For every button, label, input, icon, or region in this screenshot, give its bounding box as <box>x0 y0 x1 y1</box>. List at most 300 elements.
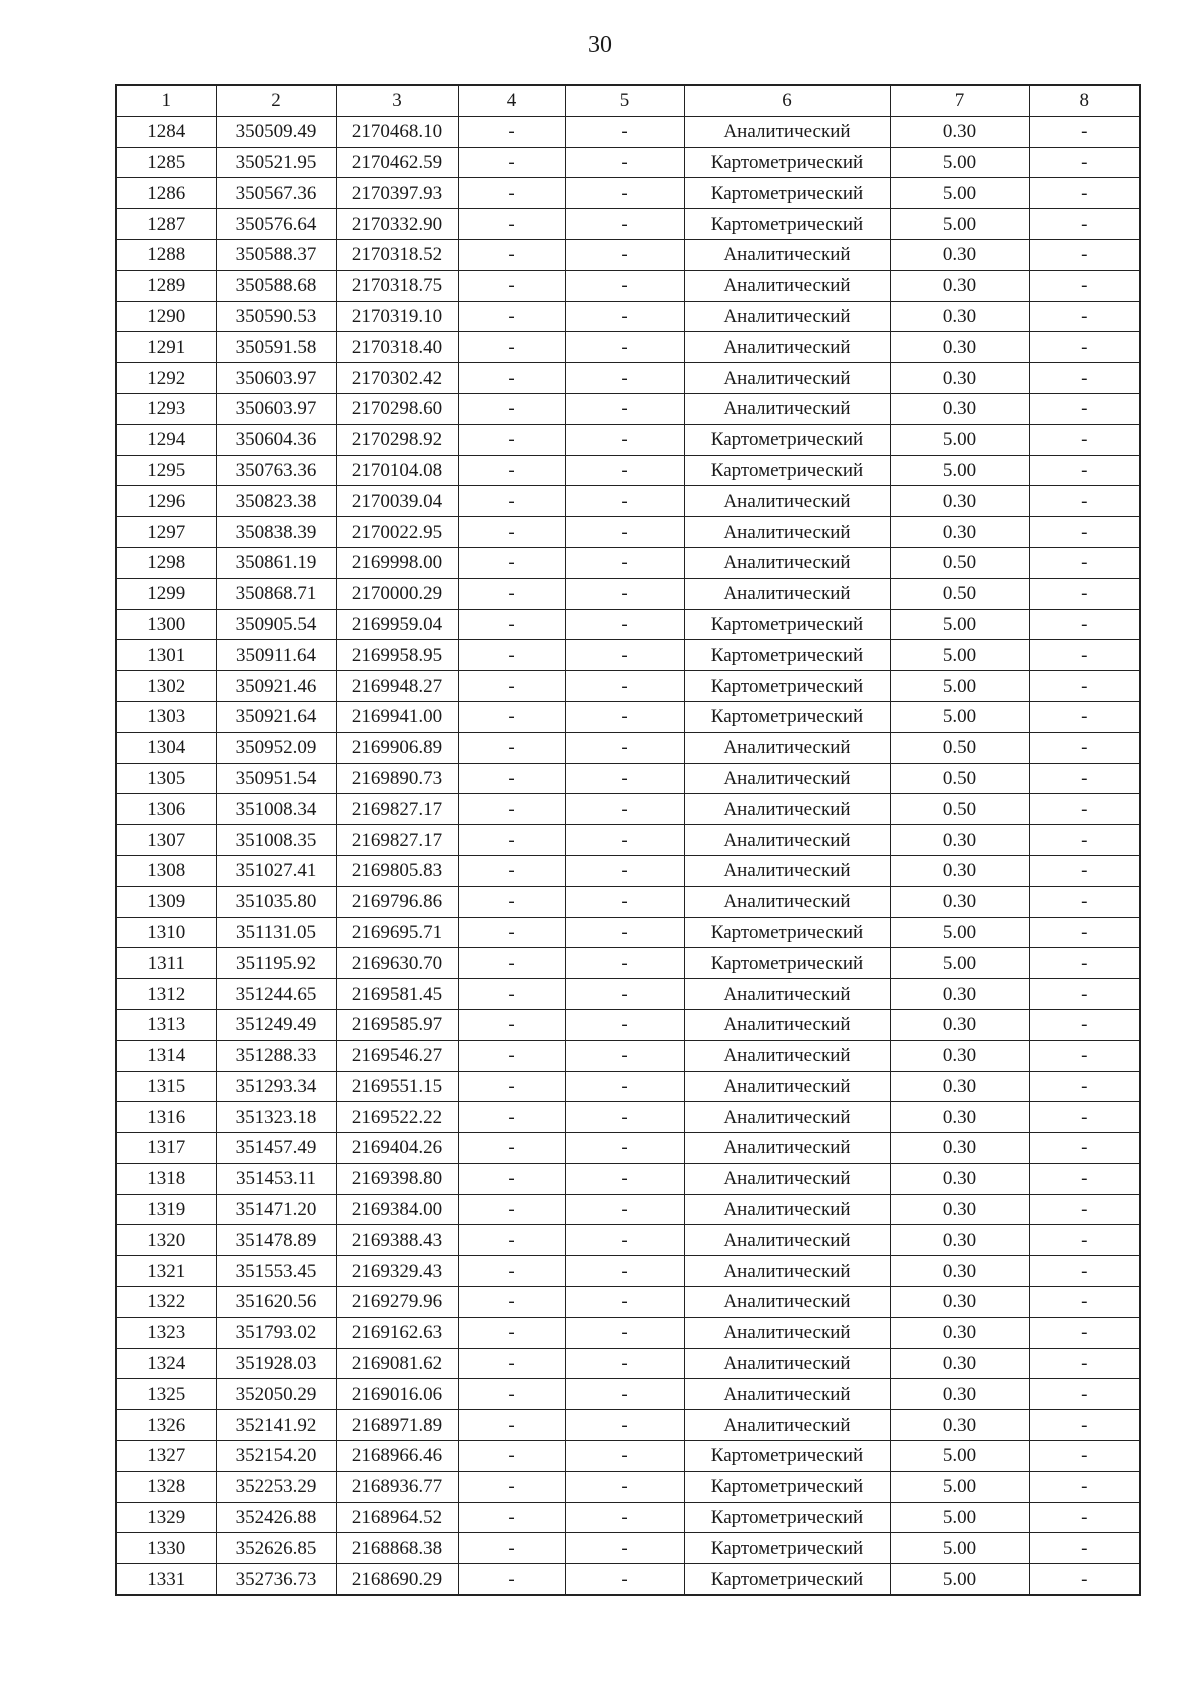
x-coordinate-cell: 351293.34 <box>216 1071 336 1102</box>
column-4-cell: - <box>458 301 565 332</box>
y-coordinate-cell: 2170468.10 <box>336 116 458 147</box>
method-cell: Аналитический <box>684 301 890 332</box>
y-coordinate-cell: 2169805.83 <box>336 855 458 886</box>
column-8-cell: - <box>1029 1410 1140 1441</box>
column-8-cell: - <box>1029 1009 1140 1040</box>
accuracy-cell: 5.00 <box>890 640 1029 671</box>
table-row <box>116 1441 1140 1472</box>
column-4-cell: - <box>458 1163 565 1194</box>
method-cell: Аналитический <box>684 547 890 578</box>
x-coordinate-cell: 351478.89 <box>216 1225 336 1256</box>
point-number-cell: 1297 <box>116 517 216 548</box>
y-coordinate-cell: 2169827.17 <box>336 794 458 825</box>
method-cell: Картометрический <box>684 1441 890 1472</box>
point-number-cell: 1296 <box>116 486 216 517</box>
x-coordinate-cell: 351793.02 <box>216 1317 336 1348</box>
point-number-cell: 1308 <box>116 855 216 886</box>
accuracy-cell: 0.30 <box>890 1256 1029 1287</box>
column-4-cell: - <box>458 732 565 763</box>
column-5-cell: - <box>565 547 684 578</box>
column-8-cell: - <box>1029 1471 1140 1502</box>
accuracy-cell: 5.00 <box>890 671 1029 702</box>
header-cell: 3 <box>336 85 458 116</box>
column-5-cell: - <box>565 1256 684 1287</box>
table-row <box>116 363 1140 394</box>
table-row <box>116 239 1140 270</box>
column-4-cell: - <box>458 209 565 240</box>
table-row <box>116 609 1140 640</box>
x-coordinate-cell: 352141.92 <box>216 1410 336 1441</box>
x-coordinate-cell: 351008.34 <box>216 794 336 825</box>
column-4-cell: - <box>458 979 565 1010</box>
column-8-cell: - <box>1029 609 1140 640</box>
y-coordinate-cell: 2169329.43 <box>336 1256 458 1287</box>
method-cell: Аналитический <box>684 1163 890 1194</box>
column-5-cell: - <box>565 1441 684 1472</box>
accuracy-cell: 0.50 <box>890 763 1029 794</box>
x-coordinate-cell: 350567.36 <box>216 178 336 209</box>
table-row <box>116 1533 1140 1564</box>
method-cell: Аналитический <box>684 1410 890 1441</box>
column-4-cell: - <box>458 178 565 209</box>
point-number-cell: 1309 <box>116 886 216 917</box>
column-4-cell: - <box>458 116 565 147</box>
point-number-cell: 1293 <box>116 393 216 424</box>
point-number-cell: 1307 <box>116 825 216 856</box>
column-8-cell: - <box>1029 671 1140 702</box>
column-8-cell: - <box>1029 1348 1140 1379</box>
x-coordinate-cell: 350838.39 <box>216 517 336 548</box>
column-4-cell: - <box>458 547 565 578</box>
column-5-cell: - <box>565 1410 684 1441</box>
column-8-cell: - <box>1029 948 1140 979</box>
column-5-cell: - <box>565 1287 684 1318</box>
column-5-cell: - <box>565 917 684 948</box>
x-coordinate-cell: 350604.36 <box>216 424 336 455</box>
column-4-cell: - <box>458 424 565 455</box>
y-coordinate-cell: 2169796.86 <box>336 886 458 917</box>
table-row <box>116 1471 1140 1502</box>
x-coordinate-cell: 350509.49 <box>216 116 336 147</box>
x-coordinate-cell: 351195.92 <box>216 948 336 979</box>
table-row <box>116 855 1140 886</box>
column-4-cell: - <box>458 1102 565 1133</box>
table-row <box>116 825 1140 856</box>
x-coordinate-cell: 351244.65 <box>216 979 336 1010</box>
y-coordinate-cell: 2168971.89 <box>336 1410 458 1441</box>
accuracy-cell: 0.30 <box>890 825 1029 856</box>
column-5-cell: - <box>565 455 684 486</box>
table-row <box>116 886 1140 917</box>
column-4-cell: - <box>458 1317 565 1348</box>
method-cell: Аналитический <box>684 486 890 517</box>
column-8-cell: - <box>1029 147 1140 178</box>
header-cell: 8 <box>1029 85 1140 116</box>
x-coordinate-cell: 351471.20 <box>216 1194 336 1225</box>
table-body <box>116 116 1140 1595</box>
y-coordinate-cell: 2169890.73 <box>336 763 458 794</box>
accuracy-cell: 0.30 <box>890 979 1029 1010</box>
table-row <box>116 1564 1140 1595</box>
y-coordinate-cell: 2169948.27 <box>336 671 458 702</box>
method-cell: Аналитический <box>684 1379 890 1410</box>
method-cell: Аналитический <box>684 886 890 917</box>
method-cell: Картометрический <box>684 209 890 240</box>
point-number-cell: 1315 <box>116 1071 216 1102</box>
column-8-cell: - <box>1029 578 1140 609</box>
point-number-cell: 1328 <box>116 1471 216 1502</box>
accuracy-cell: 0.50 <box>890 794 1029 825</box>
column-5-cell: - <box>565 701 684 732</box>
method-cell: Аналитический <box>684 1071 890 1102</box>
method-cell: Аналитический <box>684 578 890 609</box>
column-5-cell: - <box>565 1194 684 1225</box>
x-coordinate-cell: 350588.68 <box>216 270 336 301</box>
column-8-cell: - <box>1029 517 1140 548</box>
x-coordinate-cell: 350591.58 <box>216 332 336 363</box>
column-4-cell: - <box>458 1410 565 1441</box>
accuracy-cell: 0.30 <box>890 1379 1029 1410</box>
y-coordinate-cell: 2169546.27 <box>336 1040 458 1071</box>
accuracy-cell: 0.30 <box>890 1133 1029 1164</box>
x-coordinate-cell: 350603.97 <box>216 393 336 424</box>
column-8-cell: - <box>1029 1194 1140 1225</box>
accuracy-cell: 0.30 <box>890 855 1029 886</box>
accuracy-cell: 0.30 <box>890 1163 1029 1194</box>
method-cell: Аналитический <box>684 332 890 363</box>
table-header <box>116 85 1140 116</box>
y-coordinate-cell: 2169958.95 <box>336 640 458 671</box>
accuracy-cell: 0.30 <box>890 393 1029 424</box>
accuracy-cell: 5.00 <box>890 1471 1029 1502</box>
point-number-cell: 1284 <box>116 116 216 147</box>
point-number-cell: 1312 <box>116 979 216 1010</box>
column-5-cell: - <box>565 239 684 270</box>
header-cell: 1 <box>116 85 216 116</box>
column-5-cell: - <box>565 825 684 856</box>
accuracy-cell: 0.30 <box>890 1194 1029 1225</box>
accuracy-cell: 0.50 <box>890 547 1029 578</box>
column-8-cell: - <box>1029 270 1140 301</box>
column-5-cell: - <box>565 1502 684 1533</box>
y-coordinate-cell: 2168964.52 <box>336 1502 458 1533</box>
column-4-cell: - <box>458 1348 565 1379</box>
point-number-cell: 1314 <box>116 1040 216 1071</box>
y-coordinate-cell: 2170039.04 <box>336 486 458 517</box>
column-8-cell: - <box>1029 763 1140 794</box>
point-number-cell: 1311 <box>116 948 216 979</box>
x-coordinate-cell: 350590.53 <box>216 301 336 332</box>
method-cell: Картометрический <box>684 640 890 671</box>
accuracy-cell: 0.30 <box>890 1102 1029 1133</box>
point-number-cell: 1292 <box>116 363 216 394</box>
accuracy-cell: 0.30 <box>890 1071 1029 1102</box>
column-5-cell: - <box>565 393 684 424</box>
x-coordinate-cell: 350763.36 <box>216 455 336 486</box>
method-cell: Аналитический <box>684 855 890 886</box>
point-number-cell: 1305 <box>116 763 216 794</box>
point-number-cell: 1318 <box>116 1163 216 1194</box>
method-cell: Картометрический <box>684 1564 890 1595</box>
x-coordinate-cell: 352426.88 <box>216 1502 336 1533</box>
column-8-cell: - <box>1029 1564 1140 1595</box>
column-5-cell: - <box>565 1348 684 1379</box>
accuracy-cell: 5.00 <box>890 701 1029 732</box>
x-coordinate-cell: 351288.33 <box>216 1040 336 1071</box>
column-5-cell: - <box>565 855 684 886</box>
method-cell: Аналитический <box>684 1317 890 1348</box>
column-4-cell: - <box>458 1379 565 1410</box>
column-4-cell: - <box>458 578 565 609</box>
method-cell: Картометрический <box>684 609 890 640</box>
column-4-cell: - <box>458 1009 565 1040</box>
table-row <box>116 517 1140 548</box>
accuracy-cell: 5.00 <box>890 1564 1029 1595</box>
method-cell: Аналитический <box>684 239 890 270</box>
x-coordinate-cell: 350911.64 <box>216 640 336 671</box>
column-4-cell: - <box>458 1533 565 1564</box>
method-cell: Аналитический <box>684 763 890 794</box>
column-8-cell: - <box>1029 178 1140 209</box>
x-coordinate-cell: 351620.56 <box>216 1287 336 1318</box>
column-4-cell: - <box>458 701 565 732</box>
column-4-cell: - <box>458 1564 565 1595</box>
point-number-cell: 1331 <box>116 1564 216 1595</box>
accuracy-cell: 0.30 <box>890 1009 1029 1040</box>
x-coordinate-cell: 350576.64 <box>216 209 336 240</box>
column-4-cell: - <box>458 1040 565 1071</box>
point-number-cell: 1306 <box>116 794 216 825</box>
x-coordinate-cell: 351027.41 <box>216 855 336 886</box>
accuracy-cell: 5.00 <box>890 209 1029 240</box>
column-8-cell: - <box>1029 1133 1140 1164</box>
point-number-cell: 1294 <box>116 424 216 455</box>
x-coordinate-cell: 351008.35 <box>216 825 336 856</box>
column-5-cell: - <box>565 209 684 240</box>
column-5-cell: - <box>565 1317 684 1348</box>
point-number-cell: 1313 <box>116 1009 216 1040</box>
accuracy-cell: 0.30 <box>890 1225 1029 1256</box>
method-cell: Аналитический <box>684 1194 890 1225</box>
column-8-cell: - <box>1029 855 1140 886</box>
column-5-cell: - <box>565 424 684 455</box>
point-number-cell: 1287 <box>116 209 216 240</box>
y-coordinate-cell: 2169998.00 <box>336 547 458 578</box>
accuracy-cell: 0.30 <box>890 332 1029 363</box>
accuracy-cell: 5.00 <box>890 424 1029 455</box>
x-coordinate-cell: 351035.80 <box>216 886 336 917</box>
x-coordinate-cell: 352736.73 <box>216 1564 336 1595</box>
column-4-cell: - <box>458 239 565 270</box>
x-coordinate-cell: 350861.19 <box>216 547 336 578</box>
header-cell: 4 <box>458 85 565 116</box>
column-5-cell: - <box>565 1071 684 1102</box>
column-5-cell: - <box>565 363 684 394</box>
column-8-cell: - <box>1029 455 1140 486</box>
column-4-cell: - <box>458 1441 565 1472</box>
point-number-cell: 1317 <box>116 1133 216 1164</box>
table-row <box>116 671 1140 702</box>
y-coordinate-cell: 2169016.06 <box>336 1379 458 1410</box>
column-8-cell: - <box>1029 1379 1140 1410</box>
accuracy-cell: 0.30 <box>890 486 1029 517</box>
accuracy-cell: 0.30 <box>890 1410 1029 1441</box>
column-8-cell: - <box>1029 1102 1140 1133</box>
x-coordinate-cell: 351453.11 <box>216 1163 336 1194</box>
accuracy-cell: 5.00 <box>890 455 1029 486</box>
method-cell: Аналитический <box>684 1009 890 1040</box>
table-row <box>116 1102 1140 1133</box>
point-number-cell: 1321 <box>116 1256 216 1287</box>
table-row <box>116 701 1140 732</box>
point-number-cell: 1299 <box>116 578 216 609</box>
column-4-cell: - <box>458 1133 565 1164</box>
accuracy-cell: 0.30 <box>890 886 1029 917</box>
x-coordinate-cell: 351131.05 <box>216 917 336 948</box>
column-8-cell: - <box>1029 794 1140 825</box>
column-8-cell: - <box>1029 1071 1140 1102</box>
point-number-cell: 1300 <box>116 609 216 640</box>
y-coordinate-cell: 2168966.46 <box>336 1441 458 1472</box>
column-8-cell: - <box>1029 1040 1140 1071</box>
point-number-cell: 1319 <box>116 1194 216 1225</box>
y-coordinate-cell: 2169081.62 <box>336 1348 458 1379</box>
y-coordinate-cell: 2170462.59 <box>336 147 458 178</box>
table-row <box>116 640 1140 671</box>
table-row <box>116 116 1140 147</box>
point-number-cell: 1295 <box>116 455 216 486</box>
x-coordinate-cell: 350952.09 <box>216 732 336 763</box>
table-row <box>116 1009 1140 1040</box>
point-number-cell: 1325 <box>116 1379 216 1410</box>
accuracy-cell: 0.30 <box>890 116 1029 147</box>
column-4-cell: - <box>458 517 565 548</box>
table-row <box>116 147 1140 178</box>
point-number-cell: 1290 <box>116 301 216 332</box>
point-number-cell: 1291 <box>116 332 216 363</box>
column-8-cell: - <box>1029 1163 1140 1194</box>
method-cell: Картометрический <box>684 147 890 178</box>
point-number-cell: 1324 <box>116 1348 216 1379</box>
y-coordinate-cell: 2169388.43 <box>336 1225 458 1256</box>
y-coordinate-cell: 2168936.77 <box>336 1471 458 1502</box>
point-number-cell: 1316 <box>116 1102 216 1133</box>
method-cell: Аналитический <box>684 794 890 825</box>
table-row <box>116 486 1140 517</box>
accuracy-cell: 5.00 <box>890 948 1029 979</box>
y-coordinate-cell: 2169581.45 <box>336 979 458 1010</box>
method-cell: Картометрический <box>684 424 890 455</box>
y-coordinate-cell: 2170104.08 <box>336 455 458 486</box>
y-coordinate-cell: 2170302.42 <box>336 363 458 394</box>
column-5-cell: - <box>565 270 684 301</box>
column-8-cell: - <box>1029 486 1140 517</box>
header-cell: 2 <box>216 85 336 116</box>
method-cell: Картометрический <box>684 178 890 209</box>
y-coordinate-cell: 2169695.71 <box>336 917 458 948</box>
accuracy-cell: 0.30 <box>890 270 1029 301</box>
column-4-cell: - <box>458 393 565 424</box>
accuracy-cell: 5.00 <box>890 1441 1029 1472</box>
table-row <box>116 178 1140 209</box>
table-row <box>116 1163 1140 1194</box>
y-coordinate-cell: 2170318.40 <box>336 332 458 363</box>
y-coordinate-cell: 2169522.22 <box>336 1102 458 1133</box>
column-5-cell: - <box>565 578 684 609</box>
point-number-cell: 1330 <box>116 1533 216 1564</box>
y-coordinate-cell: 2169827.17 <box>336 825 458 856</box>
accuracy-cell: 5.00 <box>890 178 1029 209</box>
table-row <box>116 455 1140 486</box>
column-8-cell: - <box>1029 547 1140 578</box>
table-row <box>116 1317 1140 1348</box>
y-coordinate-cell: 2169384.00 <box>336 1194 458 1225</box>
accuracy-cell: 0.30 <box>890 1287 1029 1318</box>
column-5-cell: - <box>565 486 684 517</box>
table-row <box>116 1256 1140 1287</box>
column-8-cell: - <box>1029 209 1140 240</box>
column-4-cell: - <box>458 671 565 702</box>
x-coordinate-cell: 350588.37 <box>216 239 336 270</box>
column-4-cell: - <box>458 1256 565 1287</box>
method-cell: Аналитический <box>684 393 890 424</box>
column-4-cell: - <box>458 825 565 856</box>
x-coordinate-cell: 350905.54 <box>216 609 336 640</box>
y-coordinate-cell: 2170298.92 <box>336 424 458 455</box>
column-5-cell: - <box>565 147 684 178</box>
x-coordinate-cell: 351323.18 <box>216 1102 336 1133</box>
x-coordinate-cell: 352626.85 <box>216 1533 336 1564</box>
y-coordinate-cell: 2170318.52 <box>336 239 458 270</box>
accuracy-cell: 0.30 <box>890 363 1029 394</box>
column-4-cell: - <box>458 640 565 671</box>
accuracy-cell: 0.50 <box>890 732 1029 763</box>
column-8-cell: - <box>1029 917 1140 948</box>
method-cell: Аналитический <box>684 732 890 763</box>
x-coordinate-cell: 350823.38 <box>216 486 336 517</box>
x-coordinate-cell: 351553.45 <box>216 1256 336 1287</box>
column-8-cell: - <box>1029 393 1140 424</box>
method-cell: Картометрический <box>684 1533 890 1564</box>
accuracy-cell: 0.50 <box>890 578 1029 609</box>
method-cell: Аналитический <box>684 825 890 856</box>
column-8-cell: - <box>1029 825 1140 856</box>
point-number-cell: 1286 <box>116 178 216 209</box>
table-row <box>116 578 1140 609</box>
column-8-cell: - <box>1029 424 1140 455</box>
method-cell: Аналитический <box>684 979 890 1010</box>
column-5-cell: - <box>565 886 684 917</box>
x-coordinate-cell: 350521.95 <box>216 147 336 178</box>
column-8-cell: - <box>1029 363 1140 394</box>
accuracy-cell: 0.30 <box>890 1040 1029 1071</box>
column-5-cell: - <box>565 1379 684 1410</box>
y-coordinate-cell: 2169906.89 <box>336 732 458 763</box>
method-cell: Аналитический <box>684 517 890 548</box>
column-4-cell: - <box>458 1471 565 1502</box>
column-5-cell: - <box>565 178 684 209</box>
table-row <box>116 547 1140 578</box>
x-coordinate-cell: 352253.29 <box>216 1471 336 1502</box>
x-coordinate-cell: 351249.49 <box>216 1009 336 1040</box>
point-number-cell: 1288 <box>116 239 216 270</box>
accuracy-cell: 0.30 <box>890 517 1029 548</box>
method-cell: Картометрический <box>684 1502 890 1533</box>
column-5-cell: - <box>565 794 684 825</box>
column-8-cell: - <box>1029 239 1140 270</box>
column-4-cell: - <box>458 332 565 363</box>
column-5-cell: - <box>565 763 684 794</box>
